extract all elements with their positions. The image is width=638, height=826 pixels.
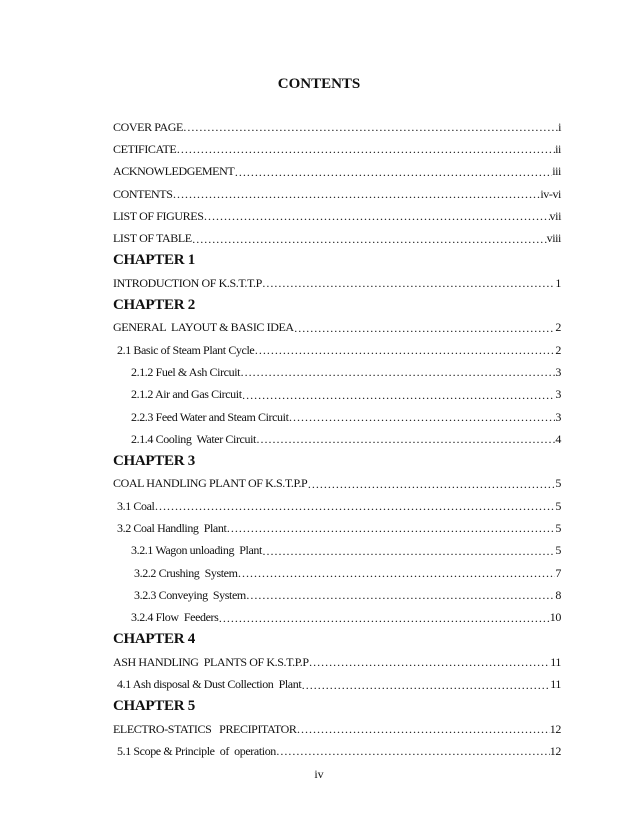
toc-entry-label: 2.1.2 Air and Gas Circuit	[131, 387, 242, 402]
toc-entry-page: 1	[555, 275, 561, 290]
toc-entry[interactable]	[113, 406, 561, 428]
leader-dots	[301, 678, 550, 692]
toc-entry-label: 3.2 Coal Handling Plant	[117, 520, 227, 535]
toc-entry-label: ASH HANDLING PLANTS OF K.S.T.P.P	[113, 654, 309, 669]
toc-entry-page: vii	[549, 208, 561, 223]
toc-entry[interactable]	[113, 339, 561, 361]
toc-entry-label: INTRODUCTION OF K.S.T.T.P	[113, 275, 262, 290]
chapter-heading: CHAPTER 5	[113, 698, 195, 715]
toc-entry-label: 3.2.4 Flow Feeders	[131, 610, 219, 625]
leader-dots	[172, 187, 540, 201]
toc-entry-page: 8	[555, 587, 561, 602]
toc-entry-label: 2.2.3 Feed Water and Steam Circuit	[131, 409, 289, 424]
page-title: CONTENTS	[277, 76, 361, 92]
toc-entry[interactable]	[113, 138, 561, 160]
toc-entry[interactable]	[113, 651, 561, 673]
toc-entry-page: 5	[555, 543, 561, 558]
toc-entry-page: i	[558, 119, 561, 134]
leader-dots	[203, 209, 549, 223]
toc-entry[interactable]	[113, 205, 561, 227]
leader-dots	[294, 321, 556, 335]
toc-entry-page: iv-vi	[540, 186, 561, 201]
leader-dots	[242, 388, 556, 402]
leader-dots	[183, 120, 558, 134]
leader-dots	[192, 232, 547, 246]
leader-dots	[262, 276, 556, 290]
toc-entry-page: viii	[546, 231, 561, 246]
toc-entry-page: iii	[552, 164, 561, 179]
leader-dots	[226, 521, 555, 535]
toc-entry-page: 12	[549, 743, 561, 758]
leader-dots	[254, 343, 555, 357]
toc-entry-page: 3	[555, 409, 561, 424]
toc-entry[interactable]	[113, 183, 561, 205]
toc-entry[interactable]	[113, 116, 561, 138]
leader-dots	[289, 410, 556, 424]
toc-entry[interactable]	[113, 673, 561, 695]
leader-dots	[234, 165, 552, 179]
toc-entry[interactable]	[113, 384, 561, 406]
toc-entry-page: 2	[555, 320, 561, 335]
leader-dots	[176, 142, 555, 156]
toc-entry-label: 3.1 Coal	[117, 498, 155, 513]
toc-entry[interactable]	[113, 272, 561, 294]
leader-dots	[256, 432, 555, 446]
toc-entry-label: GENERAL LAYOUT & BASIC IDEA	[113, 320, 294, 335]
page-number: iv	[314, 767, 324, 781]
toc-entry[interactable]	[113, 428, 561, 450]
toc-entry-page: 3	[555, 387, 561, 402]
table-of-contents	[113, 116, 561, 763]
toc-entry-page: 2	[555, 342, 561, 357]
toc-entry-page: 5	[555, 476, 561, 491]
leader-dots	[246, 588, 556, 602]
toc-entry-label: ELECTRO-STATICS PRECIPITATOR	[113, 721, 297, 736]
toc-entry[interactable]	[113, 718, 561, 740]
toc-entry-page: 5	[555, 498, 561, 513]
toc-entry[interactable]	[113, 161, 561, 183]
toc-entry-page: 4	[555, 431, 561, 446]
toc-entry-label: COAL HANDLING PLANT OF K.S.T.P.P	[113, 476, 308, 491]
toc-entry-page: 3	[555, 364, 561, 379]
toc-entry[interactable]	[113, 740, 561, 762]
leader-dots	[238, 566, 556, 580]
toc-entry[interactable]	[113, 607, 561, 629]
toc-entry[interactable]	[113, 495, 561, 517]
toc-entry[interactable]	[113, 584, 561, 606]
toc-entry[interactable]	[113, 517, 561, 539]
toc-entry-label: CETIFICATE	[113, 141, 177, 156]
toc-entry-label: 5.1 Scope & Principle of operation	[117, 743, 276, 758]
leader-dots	[218, 611, 549, 625]
toc-entry-label: COVER PAGE	[113, 119, 183, 134]
leader-dots	[307, 477, 555, 491]
toc-entry-label: 3.2.2 Crushing System	[134, 565, 238, 580]
chapter-heading: CHAPTER 2	[113, 297, 195, 314]
toc-entry-label: 2.1.4 Cooling Water Circuit	[131, 431, 256, 446]
toc-entry-page: 11	[550, 654, 561, 669]
toc-entry[interactable]	[113, 540, 561, 562]
toc-entry[interactable]	[113, 317, 561, 339]
toc-entry-page: 11	[550, 677, 561, 692]
toc-entry-label: 2.1 Basic of Steam Plant Cycle	[117, 342, 255, 357]
toc-entry-label: 4.1 Ash disposal & Dust Collection Plant	[117, 677, 302, 692]
leader-dots	[154, 499, 555, 513]
toc-entry-page: ii	[555, 141, 561, 156]
toc-entry-label: LIST OF TABLE	[113, 231, 192, 246]
toc-entry-label: CONTENTS	[113, 186, 173, 201]
toc-entry-page: 5	[555, 520, 561, 535]
toc-entry-label: 3.2.1 Wagon unloading Plant	[131, 543, 262, 558]
toc-entry[interactable]	[113, 361, 561, 383]
toc-entry-page: 7	[555, 565, 561, 580]
toc-entry-page: 12	[549, 721, 561, 736]
leader-dots	[309, 655, 551, 669]
toc-entry[interactable]	[113, 473, 561, 495]
toc-entry[interactable]	[113, 562, 561, 584]
chapter-heading: CHAPTER 3	[113, 453, 195, 470]
leader-dots	[262, 544, 555, 558]
leader-dots	[297, 722, 550, 736]
toc-entry-label: 2.1.2 Fuel & Ash Circuit	[131, 364, 241, 379]
toc-entry[interactable]	[113, 227, 561, 249]
toc-entry-label: ACKNOWLEDGEMENT	[113, 164, 235, 179]
toc-entry-page: 10	[549, 610, 561, 625]
chapter-heading: CHAPTER 1	[113, 252, 195, 269]
chapter-heading: CHAPTER 4	[113, 631, 195, 648]
leader-dots	[276, 744, 550, 758]
leader-dots	[240, 365, 555, 379]
toc-entry-label: 3.2.3 Conveying System	[134, 587, 246, 602]
toc-entry-label: LIST OF FIGURES	[113, 208, 204, 223]
